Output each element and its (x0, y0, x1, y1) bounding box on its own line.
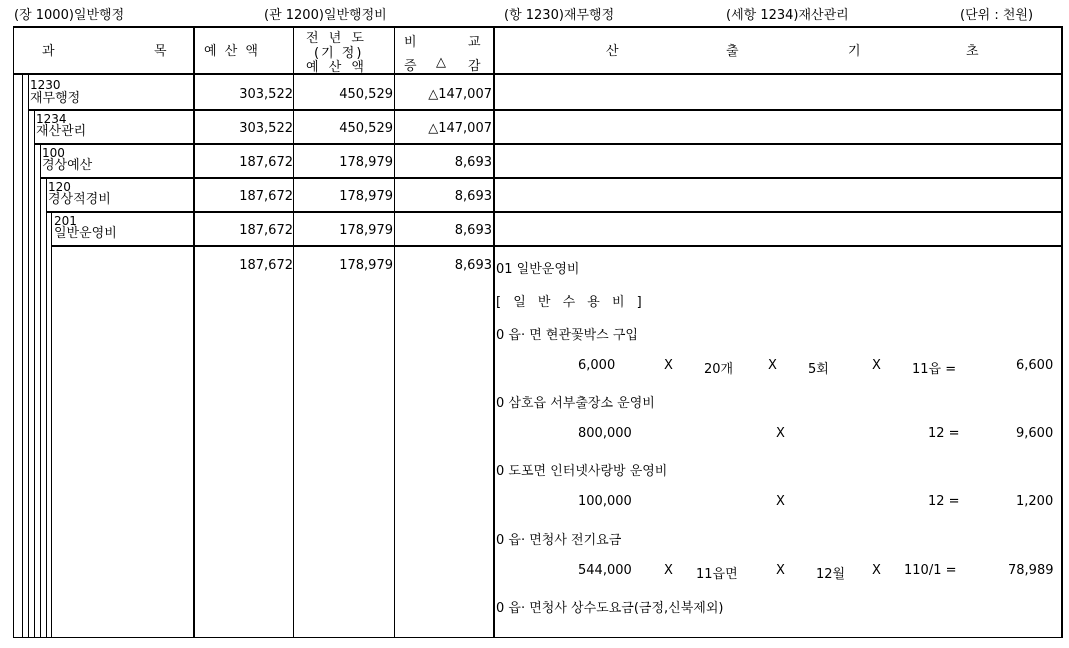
row-prev: 450,529 (339, 87, 393, 102)
row-code: 1230 (30, 78, 61, 92)
row-diff: 8,693 (454, 223, 492, 238)
row-prev: 178,979 (339, 155, 393, 170)
calc-x2: X (768, 358, 777, 373)
row-budget: 187,672 (239, 189, 293, 204)
calc-a: 100,000 (578, 494, 632, 509)
row-code: 120 (48, 180, 71, 194)
calc-c: 12월 (816, 567, 846, 582)
calc-x3: X (872, 563, 881, 578)
basis-item-label: 0 도포면 인터넷사랑방 운영비 (496, 464, 668, 479)
hang-label: (항 1230)재무행정 (504, 8, 615, 23)
calc-d: 11읍 = (912, 362, 957, 377)
detail-budget: 187,672 (239, 258, 293, 273)
col-subject-1: 과 (42, 44, 55, 59)
calc-a: 544,000 (578, 563, 632, 578)
row-code: 100 (42, 146, 65, 160)
col-budget: 예 산 액 (204, 44, 260, 59)
unit-label: (단위 : 천원) (960, 8, 1034, 23)
calc-x2: X (776, 494, 785, 509)
calc-a: 800,000 (578, 426, 632, 441)
col-prev-2: (기 정) (314, 46, 364, 61)
row-diff: 8,693 (454, 189, 492, 204)
detail-section: [ 일 반 수 용 비 ] (496, 295, 646, 310)
row-budget: 303,522 (239, 87, 293, 102)
col-subject-2: 목 (154, 44, 167, 59)
basis-item-label: 0 읍· 면청사 상수도요금(금정,신북제외) (496, 601, 724, 616)
col-basis-2: 출 (726, 44, 739, 59)
row-budget: 303,522 (239, 121, 293, 136)
row-code: 201 (54, 214, 77, 228)
calc-total: 1,200 (1016, 494, 1054, 509)
row-diff: △147,007 (428, 121, 492, 136)
calc-c: 5회 (808, 362, 829, 377)
calc-a: 6,000 (578, 358, 616, 373)
sehang-label: (세항 1234)재산관리 (726, 8, 849, 23)
calc-b: 11읍면 (696, 567, 738, 582)
calc-x1: X (664, 358, 673, 373)
row-prev: 178,979 (339, 189, 393, 204)
calc-d: 12 = (928, 426, 960, 441)
col-compare-5: 감 (468, 59, 481, 74)
jang-label: (장 1000)일반행정 (14, 8, 125, 23)
col-basis-1: 산 (606, 44, 619, 59)
row-budget: 187,672 (239, 155, 293, 170)
row-name: 경상적경비 (48, 192, 111, 207)
calc-d: 110/1 = (904, 563, 957, 578)
row-name: 재무행정 (30, 91, 81, 106)
basis-item-label: 0 읍· 면 현관꽃박스 구입 (496, 328, 638, 343)
calc-x1: X (664, 563, 673, 578)
col-compare-3: 증 (404, 59, 417, 74)
calc-x3: X (872, 358, 881, 373)
col-basis-4: 초 (966, 44, 979, 59)
col-prev-1: 전 년 도 (306, 31, 367, 46)
row-diff: △147,007 (428, 87, 492, 102)
row-budget: 187,672 (239, 223, 293, 238)
detail-prev: 178,979 (339, 258, 393, 273)
calc-d: 12 = (928, 494, 960, 509)
calc-total: 6,600 (1016, 358, 1054, 373)
calc-total: 9,600 (1016, 426, 1054, 441)
calc-b: 20개 (704, 362, 734, 377)
col-compare-1: 비 (404, 35, 417, 50)
row-code: 1234 (36, 112, 67, 126)
detail-title: 01 일반운영비 (496, 262, 580, 277)
row-prev: 450,529 (339, 121, 393, 136)
row-diff: 8,693 (454, 155, 492, 170)
col-compare-4: △ (436, 55, 446, 70)
calc-x2: X (776, 563, 785, 578)
gwan-label: (관 1200)일반행정비 (264, 8, 387, 23)
row-name: 재산관리 (36, 124, 87, 139)
basis-item-label: 0 삼호읍 서부출장소 운영비 (496, 396, 655, 411)
col-basis-3: 기 (848, 44, 861, 59)
row-prev: 178,979 (339, 223, 393, 238)
calc-x2: X (776, 426, 785, 441)
row-name: 경상예산 (42, 158, 93, 173)
calc-total: 78,989 (1008, 563, 1054, 578)
detail-diff: 8,693 (454, 258, 492, 273)
col-compare-2: 교 (468, 35, 481, 50)
row-name: 일반운영비 (54, 226, 117, 241)
basis-item-label: 0 읍· 면청사 전기요금 (496, 533, 622, 548)
col-prev-3: 예 산 액 (306, 60, 367, 75)
